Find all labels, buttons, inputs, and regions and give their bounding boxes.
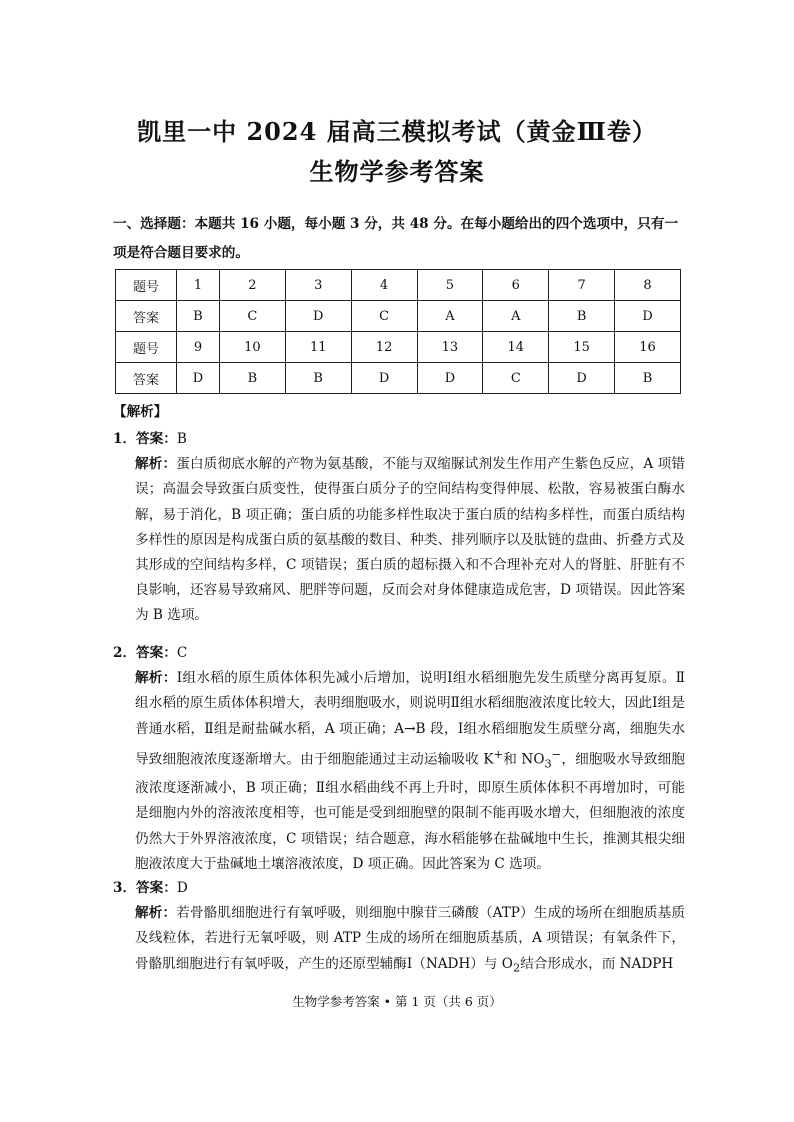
explanation-body: 若骨骼肌细胞进行有氧呼吸，则细胞中腺苷三磷酸（ATP）生成的场所在细胞质基质及线粒体，若进行无氧呼吸，则 ATP 生成的场所在细胞质基质，A 项错误；有氧条件下，骨骼肌细胞进行有氧呼吸，产生的还原型辅酶Ⅰ（NADH）与 O [135, 905, 686, 972]
answer-cell: D [285, 301, 351, 332]
answer-cell: B [615, 363, 681, 394]
answer-line [113, 427, 685, 452]
explanation-text [113, 452, 685, 628]
question-number: 12 [351, 332, 417, 363]
question-number: 9 [177, 332, 220, 363]
explanation-body: 和 NO [503, 751, 545, 768]
question-number: 5 [417, 270, 483, 301]
table-row [116, 301, 681, 332]
question-number: 10 [219, 332, 285, 363]
explanation-body: ，细胞吸水导致细胞液浓度逐渐减小，B 项正确；Ⅱ组水稻曲线不再上升时，即原生质体体积不再增加时，可能是细胞内外的溶液浓度相等，也可能是受到细胞壁的限制不能再吸水增大，但细胞液的浓度仍然大于外界溶液浓度，C 项错误；结合题意，海水稻能够在盐碱地中生长，推测其根尖细胞液浓度大于盐碱地土壤溶液浓度，D 项正确。因此答案为 C 选项。 [135, 751, 686, 872]
explanation-label: 解析： [135, 670, 177, 687]
answer-cell: C [483, 363, 549, 394]
explanation-item [113, 641, 685, 877]
answer-cell: C [351, 301, 417, 332]
ion-charge: + [493, 746, 504, 761]
section-intro: 一、选择题：本题共 16 小题，每小题 3 分，共 48 分。在每小题给出的四个选项中，只有一项是符合题目要求的。 [113, 216, 679, 261]
answer-cell: A [483, 301, 549, 332]
question-header: 题号 [116, 270, 177, 301]
formula-subscript: 2 [512, 960, 521, 975]
question-number: 16 [615, 332, 681, 363]
question-header: 题号 [116, 332, 177, 363]
question-number: 1 [177, 270, 220, 301]
answer-cell: B [549, 301, 615, 332]
answer-cell: B [285, 363, 351, 394]
answer-value: B [176, 431, 187, 447]
explanation-heading: 【解析】 [113, 404, 168, 420]
explanation-body: Ⅰ组水稻的原生质体体积先减小后增加，说明Ⅰ组水稻细胞先发生质壁分离再复原。Ⅱ组水稻的原生质体体积增大，表明细胞吸水，则说明Ⅱ组水稻细胞液浓度比较大，因此Ⅰ组是普通水稻，Ⅱ组是耐盐碱水稻，A 项正确；A→B 段，Ⅰ组水稻细胞发生质壁分离，细胞失水导致细胞液浓度逐渐增大。由于细胞能通过主动运输吸收 K [135, 670, 685, 768]
question-number: 13 [417, 332, 483, 363]
page-subtitle: 生物学参考答案 [309, 157, 485, 186]
explanation-label: 解析： [135, 905, 177, 922]
explanation-body: 结合形成水，而 NADPH [520, 955, 674, 972]
question-number: 3 [285, 270, 351, 301]
answer-title: 3．答案： [113, 880, 177, 896]
answer-cell: D [549, 363, 615, 394]
answer-title: 2．答案： [113, 645, 177, 661]
question-number: 6 [483, 270, 549, 301]
answer-value: C [176, 645, 188, 661]
answer-line [113, 876, 685, 901]
explanation-text [113, 901, 685, 980]
answer-cell: C [219, 301, 285, 332]
answer-value: D [176, 880, 188, 896]
answer-cell: D [615, 301, 681, 332]
answer-title: 1．答案： [113, 431, 177, 447]
ion-subscript: 3 [544, 756, 552, 771]
question-number: 15 [549, 332, 615, 363]
page-title: 凯里一中 2024 届高三模拟考试（黄金Ⅲ卷） [137, 117, 657, 146]
explanation-item [113, 876, 685, 981]
answer-cell: D [417, 363, 483, 394]
page-footer: 生物学参考答案 • 第 1 页（共 6 页） [292, 994, 502, 1009]
answer-header: 答案 [116, 301, 177, 332]
question-number: 14 [483, 332, 549, 363]
answer-cell: B [219, 363, 285, 394]
explanation-label: 解析： [135, 456, 177, 473]
table-row [116, 332, 681, 363]
answer-cell: D [351, 363, 417, 394]
question-number: 7 [549, 270, 615, 301]
question-number: 4 [351, 270, 417, 301]
ion-charge: − [551, 746, 562, 761]
explanation-body: 蛋白质彻底水解的产物为氨基酸，不能与双缩脲试剂发生作用产生紫色反应，A 项错误；高温会导致蛋白质变性，使得蛋白质分子的空间结构变得伸展、松散，容易被蛋白酶水解，易于消化，B 项正确；蛋白质的功能多样性取决于蛋白质的结构多样性，而蛋白质结构多样性的原因是构成蛋白质的氨基酸的数目、种类、排列顺序以及肽链的盘曲、折叠方式及其形成的空间结构多样，C 项错误；蛋白质的超标摄入和不合理补充对人的肾脏、肝脏有不良影响，还容易导致痛风、肥胖等问题，反而会对身体健康造成危害，D 项错误。因此答案为 B 选项。 [135, 456, 686, 624]
table-row [116, 270, 681, 301]
answer-cell: B [177, 301, 220, 332]
question-number: 2 [219, 270, 285, 301]
table-row [116, 363, 681, 394]
explanation-item [113, 427, 685, 629]
answer-line [113, 641, 685, 666]
answer-header: 答案 [116, 363, 177, 394]
question-number: 8 [615, 270, 681, 301]
answer-cell: D [177, 363, 220, 394]
explanation-text [113, 666, 685, 877]
answer-cell: A [417, 301, 483, 332]
answer-table [115, 269, 681, 394]
question-number: 11 [285, 332, 351, 363]
